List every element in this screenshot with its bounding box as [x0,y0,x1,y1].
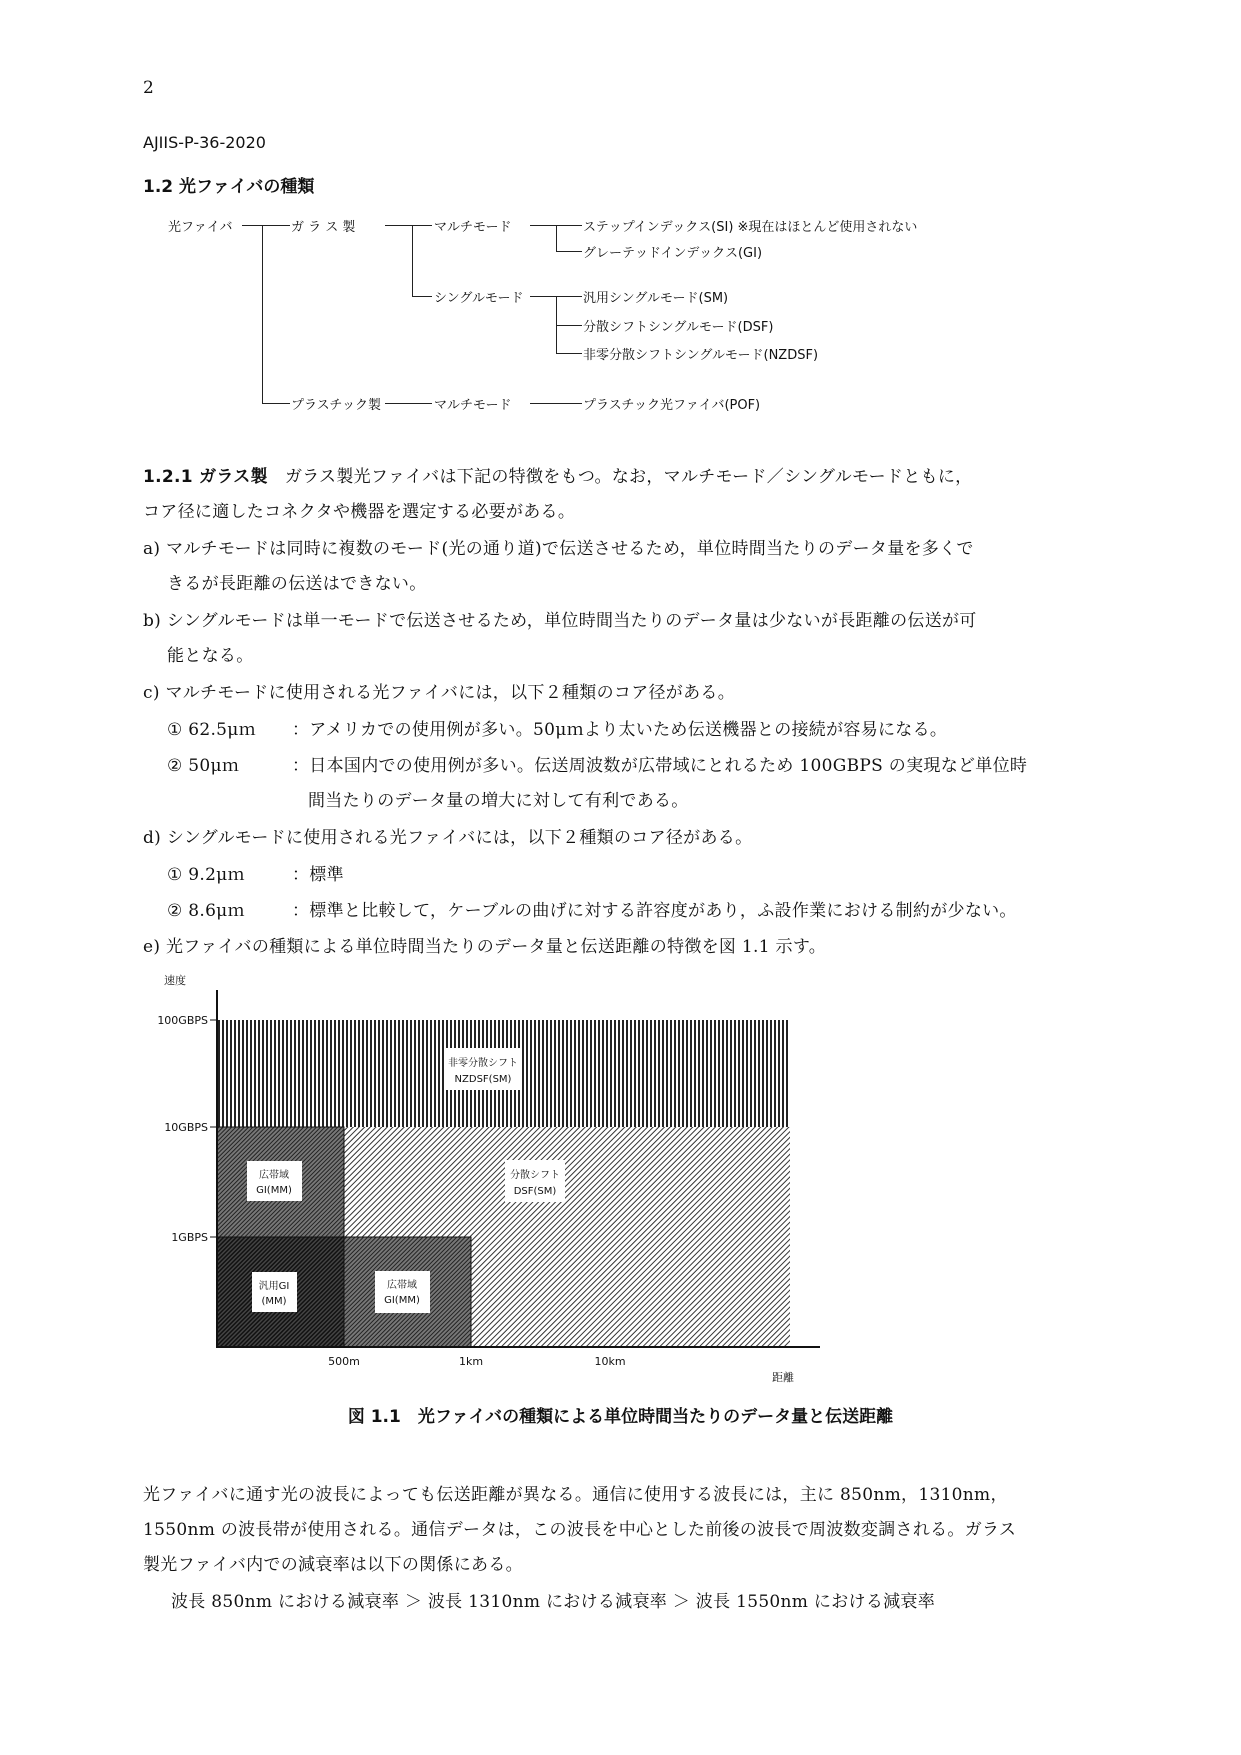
item-c-ii-text-1: ：日本国内での使用例が多い。伝送周波数が広帯域にとれるため 100GBPS の実現など単位時 [292,756,1028,776]
item-c-i-text: ：アメリカでの使用例が多い。50μｍより太いため伝送機器との接続が容易になる。 [292,720,948,740]
tree-connector [262,225,263,404]
tree-multimode-label: マルチモード [434,220,512,235]
nzdsf-label-1: 非零分散シフト [448,1058,518,1069]
x-tick-1km: 1km [458,1355,484,1368]
wide-gi-top-label-2: GI(MM) [256,1185,292,1196]
tree-connector [530,403,582,404]
general-gi-label-1: 汎用GI [258,1281,290,1292]
tree-gi-label: グレーテッドインデックス(GI) [583,246,763,261]
document-id: AJIIS-P-36-2020 [143,133,266,152]
item-c-i-number: ① 62.5μｍ [167,720,256,740]
y-tick-100gbps: 100GBPS [157,1014,208,1027]
item-a-line-2: きるが長距離の伝送はできない。 [167,574,427,594]
item-c-ii-text-2: 間当たりのデータ量の増大に対して有利である。 [308,791,689,811]
x-tick-10km: 10km [594,1355,626,1368]
fiber-type-tree [0,0,1241,430]
wide-gi-bottom-label-2: GI(MM) [384,1295,420,1306]
nzdsf-label-box [446,1048,521,1090]
closing-line-3: 製光ファイバ内での減衰率は以下の関係にある。 [143,1555,523,1575]
wide-gi-bottom-label-box [375,1271,430,1313]
item-b-line-1: b) シングルモードは単一モードで伝送させるため，単位時間当たりのデータ量は少ないが長距離の伝送が可 [143,611,977,631]
item-d-ii-number: ② 8.6μｍ [167,901,245,921]
tree-connector [412,225,413,297]
tree-connector [556,325,582,326]
y-axis-label: 速度 [164,974,186,987]
tree-si-label: ステップインデックス(SI) ※現在はほとんど使用されない [583,220,918,235]
tree-plastic-label: プラスチック製 [291,398,381,413]
tree-plastic-multimode-label: マルチモード [434,398,512,413]
tree-sm-label: 汎用シングルモード(SM) [583,291,729,306]
tree-dsf-label: 分散シフトシングルモード(DSF) [583,320,774,335]
attenuation-relation: 波長 850nm における減衰率 ＞ 波長 1310nm における減衰率 ＞ 波長 1550nm における減衰率 [171,1592,936,1612]
wide-gi-top-label-box [247,1161,302,1201]
tree-glass-label: ガ ラ ス 製 [291,220,356,235]
y-tick-10gbps: 10GBPS [164,1121,208,1134]
item-d-ii-text: ：標準と比較して，ケーブルの曲げに対する許容度があり，ふ設作業における制約が少ない。 [292,901,1017,921]
item-c-ii-number: ② 50μｍ [167,756,240,776]
item-e-line-1: e) 光ファイバの種類による単位時間当たりのデータ量と伝送距離の特徴を図 1.1 示す。 [143,937,827,957]
closing-line-2: 1550nm の波長帯が使用される。通信データは，この波長を中心とした前後の波長で周波数変調される。ガラス [143,1520,1017,1540]
tree-connector [556,353,582,354]
closing-line-1: 光ファイバに通す光の波長によっても伝送距離が異なる。通信に使用する波長には，主に 850nm，1310nm， [143,1485,1008,1505]
item-d-line-1: d) シングルモードに使用される光ファイバには，以下２種類のコア径がある。 [143,828,753,848]
item-b-line-2: 能となる。 [167,646,254,666]
general-gi-label-2: (MM) [261,1296,287,1307]
speed-distance-figure [130,965,830,1385]
section-1-2-1-heading: 1.2.1 ガラス製 [143,467,268,487]
dsf-label-2: DSF(SM) [513,1186,557,1197]
item-c-line-1: c) マルチモードに使用される光ファイバには，以下２種類のコア径がある。 [143,683,735,703]
section-title: 1.2 光ファイバの種類 [143,177,315,197]
figure-caption: 図 1.1 光ファイバの種類による単位時間当たりのデータ量と伝送距離 [347,1407,894,1427]
tree-connector [385,225,432,226]
dsf-label-box [505,1160,565,1202]
x-tick-500m: 500m [328,1355,360,1368]
item-d-i-text: ：標準 [292,865,344,885]
tree-connector [412,296,432,297]
tree-connector [556,251,582,252]
page-number: 2 [143,78,154,98]
tree-connector [556,225,557,252]
item-d-i-number: ① 9.2μｍ [167,865,245,885]
tree-connector [242,225,290,226]
nzdsf-label-2: NZDSF(SM) [454,1074,512,1085]
item-a-line-1: a) マルチモードは同時に複数のモード(光の通り道)で伝送させるため，単位時間当たりのデータ量を多くで [143,539,974,559]
dsf-label-1: 分散シフト [510,1170,560,1181]
general-gi-label-box [252,1272,297,1312]
x-axis-label: 距離 [772,1371,794,1384]
tree-singlemode-label: シングルモード [434,291,524,306]
tree-connector [262,403,290,404]
wide-gi-top-label-1: 広帯域 [259,1170,289,1181]
tree-nzdsf-label: 非零分散シフトシングルモード(NZDSF) [583,348,819,363]
intro-line-1: ガラス製光ファイバは下記の特徴をもつ。なお，マルチモード／シングルモードともに， [284,467,973,487]
tree-connector [385,403,432,404]
tree-root-label: 光ファイバ [168,220,233,235]
section-1-2-1-intro [143,462,972,487]
tree-pof-label: プラスチック光ファイバ(POF) [583,398,761,413]
y-tick-1gbps: 1GBPS [171,1231,208,1244]
intro-line-2: コア径に適したコネクタや機器を選定する必要がある。 [143,502,576,522]
wide-gi-bottom-label-1: 広帯域 [387,1280,417,1291]
